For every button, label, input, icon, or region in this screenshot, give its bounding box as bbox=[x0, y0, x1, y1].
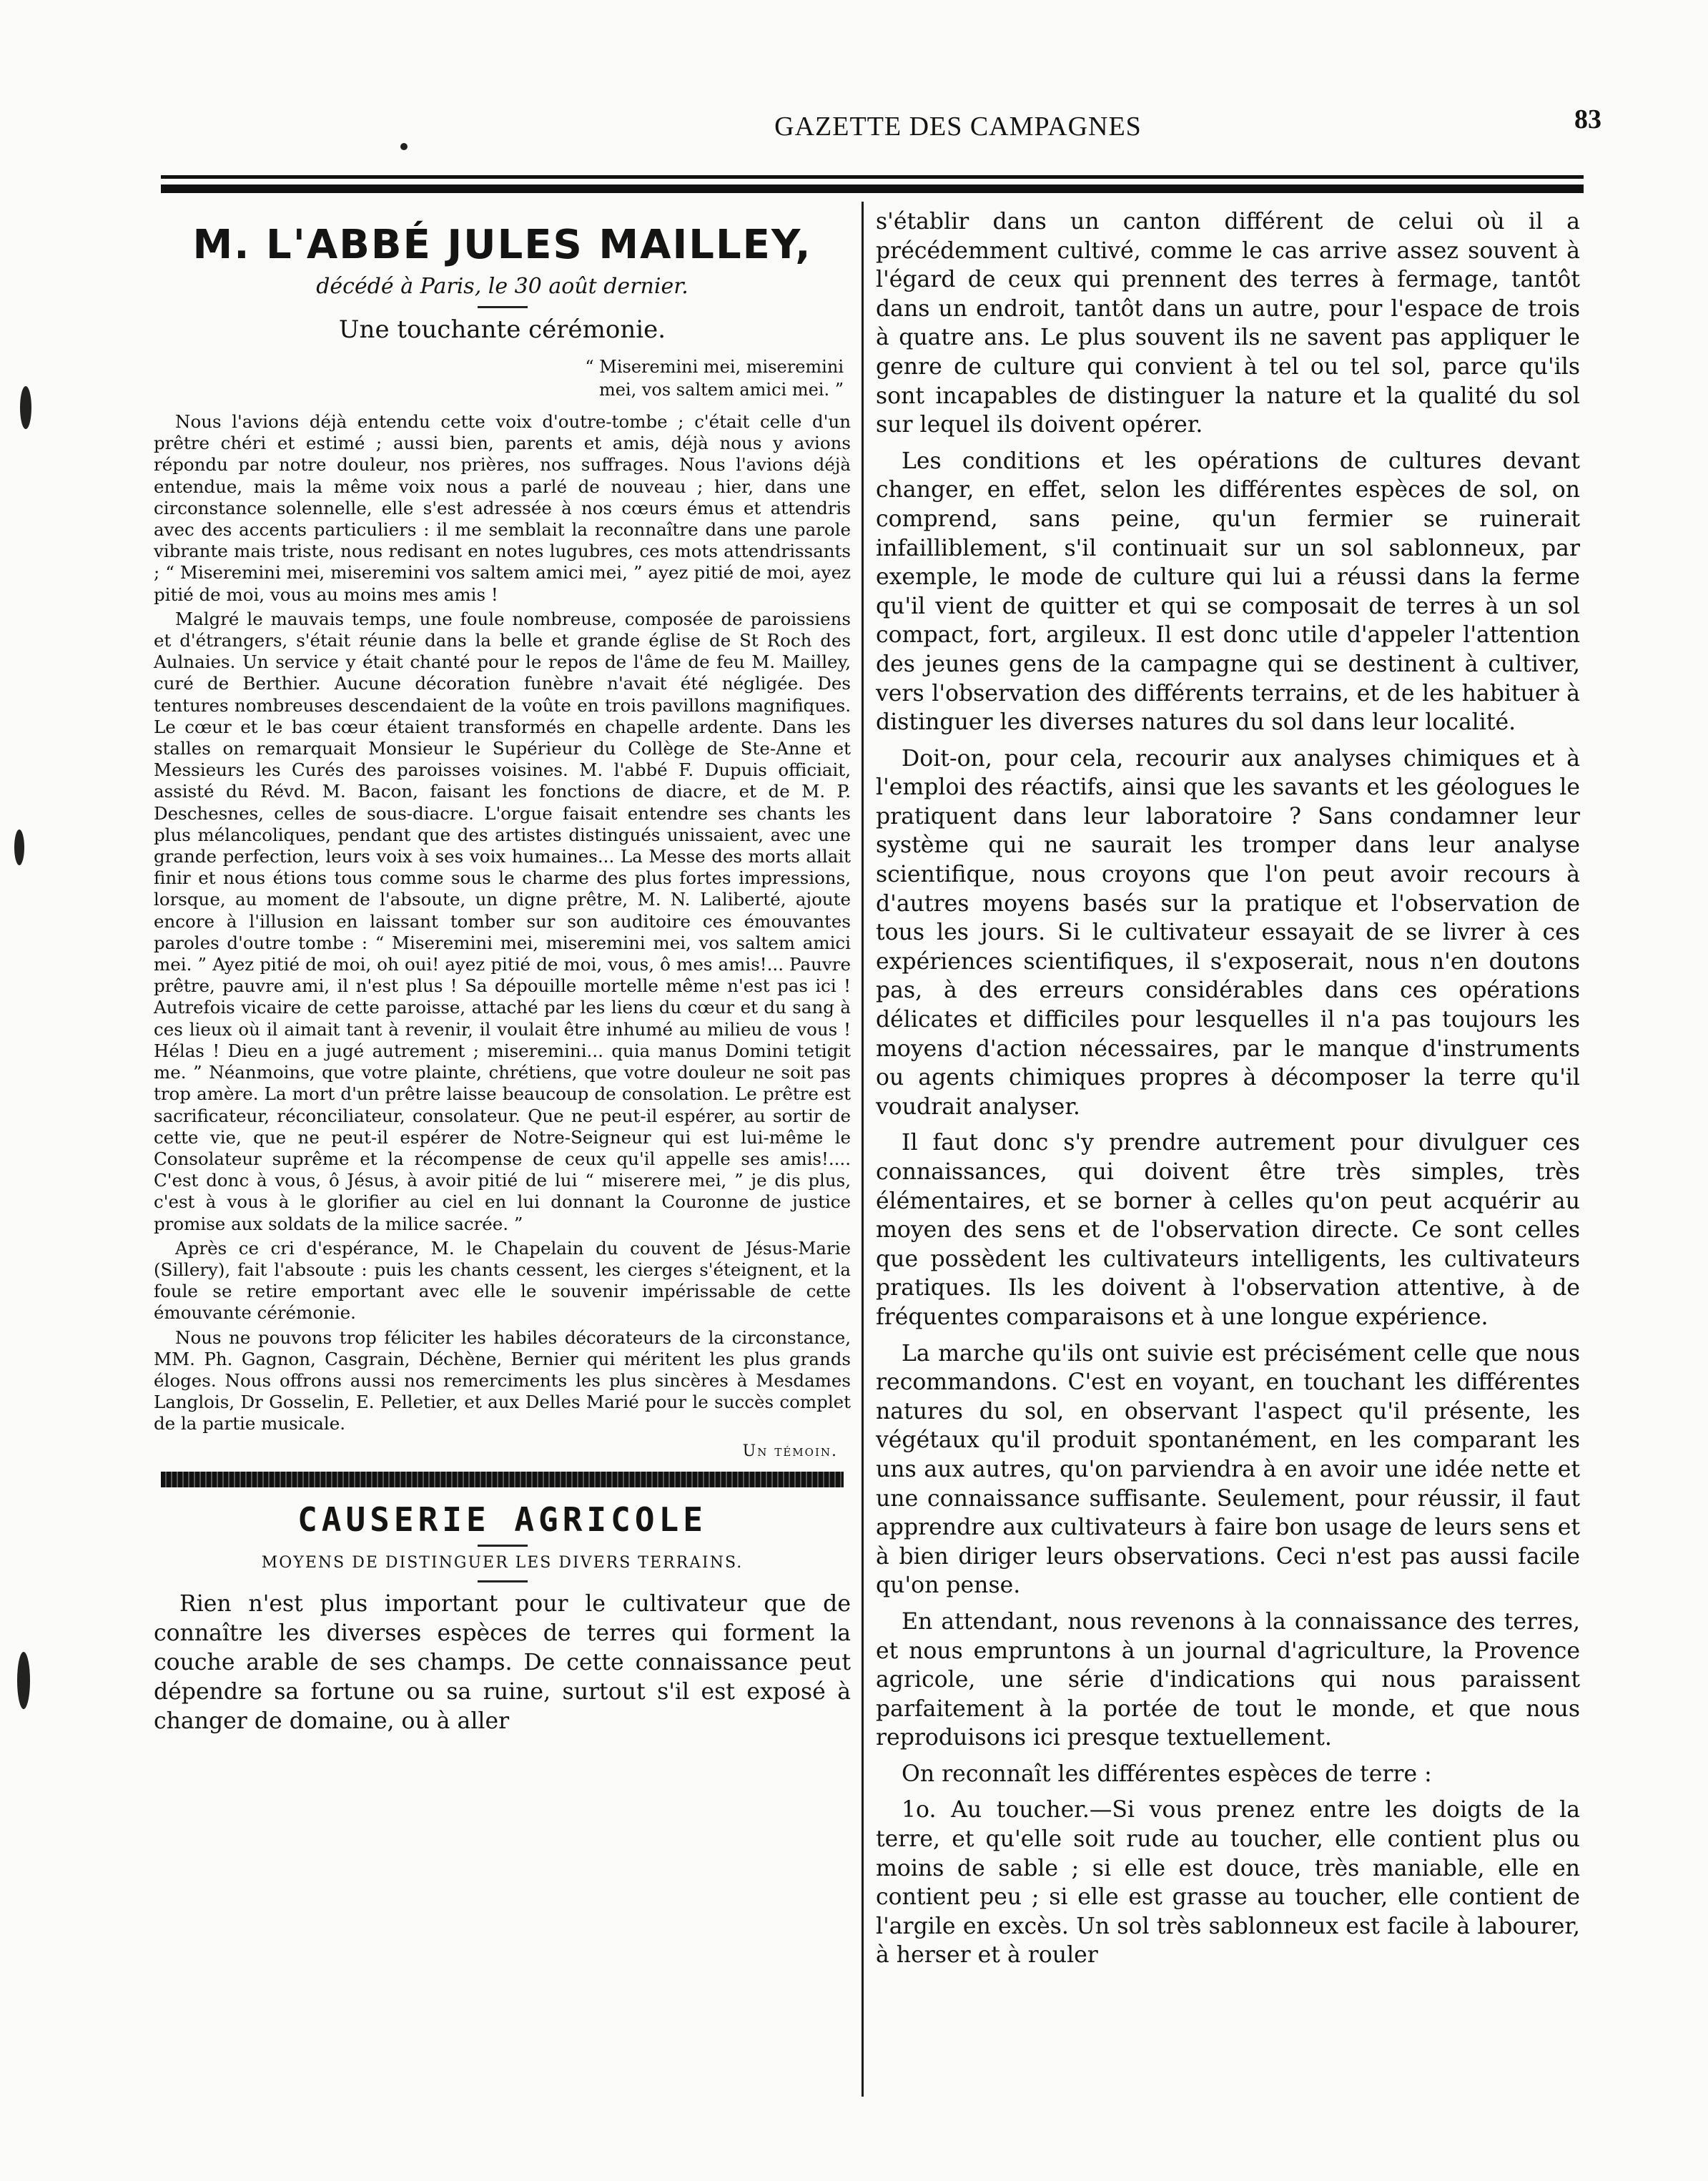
print-speck bbox=[400, 143, 408, 150]
obituary-paragraph: Nous l'avions déjà entendu cette voix d'outre-tombe ; c'était celle d'un prêtre chéri et estimé ; aussi bien, parents et amis, déjà nous y avions répondu par notre douleur, nos prières, nos suffrages. Nous l'avions déjà entendue, mais la même voix nous a parlé de nouveau ; hier, dans une circonstance solennelle, elle s'est adressée à nos cœurs émus et attendris avec des accents particuliers : il me semblait la reconnaître dans une parole vibrante mais triste, nous redisant en notes lugubres, ces mots attendrissants ; “ Miseremini mei, miseremini vos saltem amici mei, ” ayez pitié de moi, ayez pitié de moi, vous au moins mes amis ! bbox=[154, 411, 851, 605]
causerie-subtitle: MOYENS DE DISTINGUER LES DIVERS TERRAINS. bbox=[261, 1553, 744, 1572]
header-rule-thick bbox=[161, 184, 1584, 193]
running-title: GAZETTE DES CAMPAGNES bbox=[774, 112, 1142, 142]
article-paragraph: 1o. Au toucher.—Si vous prenez entre les doigts de la terre, et qu'elle soit rude au toucher, elle contient plus ou moins de sable ; si elle est douce, très maniable, elle en contient peu ; si elle est grasse au toucher, elle contient de l'argile en excès. Un sol très sablonneux est facile à labourer, à herser et à rouler bbox=[876, 1797, 1580, 1969]
section-ornament bbox=[161, 1472, 844, 1487]
obituary-paragraph: Après ce cri d'espérance, M. le Chapelain du couvent de Jésus-Marie (Sillery), fait l'absoute : puis les chants cessent, les cierges s'éteignent, et la foule se retire emportant avec elle le souvenir impérissable de cette émouvante cérémonie. bbox=[154, 1237, 851, 1324]
right-column bbox=[876, 207, 1580, 1970]
article-paragraph: La marche qu'ils ont suivie est précisément celle que nous recommandons. C'est en voyant, en touchant les différentes natures du sol, en observant l'aspect qu'il présente, les végétaux qu'il produit spontanément, en les comparant les uns aux autres, qu'on parviendra à en avoir une idée nette et une connaissance suffisante. Seulement, pour réussir, il faut apprendre aux cultivateurs à faire bon usage de leurs sens et à bien diriger leurs observations. Ceci n'est pas aussi facile qu'on pense. bbox=[876, 1340, 1580, 1599]
article-paragraph: s'établir dans un canton différent de celui où il a précédemment cultivé, comme le cas arrive assez souvent à l'égard de ceux qui prennent des terres à fermage, tantôt dans un endroit, tantôt dans un autre, pour l'espace de trois à quatre ans. Le plus souvent ils ne savent pas appliquer le genre de culture qui convient à tel ou tel sol, parce qu'ils sont incapables de distinguer la nature et la qualité du sol sur lequel ils doivent opérer. bbox=[876, 209, 1580, 438]
article-paragraph: En attendant, nous revenons à la connaissance des terres, et nous empruntons à un journal d'agriculture, la Provence agricole, une série d'indications qui nous paraissent parfaitement à la portée de tout le monde, et que nous reproduisons ici presque textuellement. bbox=[876, 1608, 1580, 1751]
article-paragraph: Rien n'est plus important pour le cultivateur que de connaître les diverses espèces de terres qui forment la couche arable de ses champs. De cette connaissance peut dépendre sa fortune ou sa ruine, surtout s'il est exposé à changer de domaine, ou à aller bbox=[154, 1590, 851, 1734]
short-rule bbox=[478, 306, 528, 308]
article-paragraph: On reconnaît les différentes espèces de terre : bbox=[902, 1761, 1432, 1787]
causerie-title: CAUSERIE AGRICOLE bbox=[297, 1500, 707, 1539]
article-paragraph: Doit-on, pour cela, recourir aux analyses chimiques et à l'emploi des réactifs, ainsi que les savants et les géologues le pratiquent dans leur laboratoire ? Sans condamner leur système qui ne saurait les tromper dans leur analyse scientifique, nous croyons que l'on peut avoir recours à d'autres moyens basés sur la pratique et l'observation de tous les jours. Si le cultivateur essayait de se livrer à ces expériences scientifiques, il s'exposerait, nous n'en doutons pas, à des erreurs considérables dans ces opérations délicates et difficiles pour lesquelles il n'a pas toujours les moyens d'action nécessaires, par le manque d'instruments ou agents chimiques propres à décomposer la terre qu'il voudrait analyser. bbox=[876, 745, 1580, 1120]
obituary-subtitle: décédé à Paris, le 30 août dernier. bbox=[316, 274, 688, 299]
page-number: 83 bbox=[1574, 104, 1601, 134]
print-speck bbox=[17, 1652, 30, 1709]
print-speck bbox=[14, 829, 24, 865]
running-head bbox=[164, 104, 1601, 154]
epigraph-line: “ Miseremini mei, miseremini bbox=[585, 357, 844, 377]
print-speck bbox=[20, 386, 31, 429]
column-divider bbox=[862, 202, 864, 2097]
epigraph bbox=[154, 355, 844, 401]
epigraph-line: mei, vos saltem amici mei. ” bbox=[598, 380, 844, 400]
obituary-paragraph: Nous ne pouvons trop féliciter les habiles décorateurs de la circonstance, MM. Ph. Gagnon, Casgrain, Déchène, Bernier qui méritent les plus grands éloges. Nous offrons aussi nos remerciments les plus sincères à Mesdames Langlois, Dr Gosselin, E. Pelletier, et aux Delles Marié pour le succès complet de la partie musicale. bbox=[154, 1326, 851, 1434]
obituary-title: M. L'ABBÉ JULES MAILLEY, bbox=[192, 222, 812, 268]
obituary-paragraph: Malgré le mauvais temps, une foule nombreuse, composée de paroissiens et d'étrangers, s'était réunie dans la belle et grande église de St Roch des Aulnaies. Un service y était chanté pour le repos de l'âme de feu M. Mailley, curé de Berthier. Aucune décoration funèbre n'avait été négligée. Des tentures nombreuses descendaient de la voûte en trois pavillons magnifiques. Le cœur et le bas cœur étaient transformés en chapelle ardente. Dans les stalles on remarquait Monsieur le Supérieur du Collège de Ste-Anne et Messieurs les Curés des paroisses voisines. M. l'abbé F. Dupuis officiait, assisté du Révd. M. Bacon, faisant les fonctions de diacre, et de M. P. Deschesnes, celles de sous-diacre. L'orgue faisait entendre ses chants les plus mélancoliques, pendant que des artistes distingués unissaient, avec une grande perfection, leurs voix à ses voix humaines... La Messe des morts allait finir et nous étions tous comme sous le charme des plus fortes impressions, lorsque, au moment de l'absoute, un digne prêtre, M. N. Laliberté, ajoute encore à l'illusion en laissant tomber sur son auditoire ces émouvantes paroles d'outre tombe : “ Miseremini mei, miseremini mei, vos saltem amici mei. ” Ayez pitié de moi, oh oui! ayez pitié de moi, vous, ô mes amis!... Pauvre prêtre, pauvre ami, il n'est plus ! Sa dépouille mortelle même n'est pas ici ! Autrefois vicaire de cette paroisse, attaché par les liens du cœur et du sang à ces lieux où il aimait tant à revenir, il voulait être inhumé au milieu de vous ! Hélas ! Dieu en a jugé autrement ; miseremini... quia manus Domini tetigit me. ” Néanmoins, que votre plainte, chrétiens, que votre douleur ne soit pas trop amère. La mort d'un prêtre laisse beaucoup de consolation. Le prêtre est sacrificateur, réconciliateur, consolateur. Que ne peut-il espérer, au sortir de cette vie, que ne peut-il espérer de Notre-Seigneur qui est lui-même le Consolateur suprême et la récompense de ceux qu'il appelle ses amis!.... C'est donc à vous, ô Jésus, à avoir pitié de lui “ miserere mei, ” je dis plus, c'est à vous à le glorifier au ciel en lui donnant la Couronne de justice promise aux soldats de la milice sacrée. ” bbox=[154, 608, 851, 1234]
left-column bbox=[154, 207, 851, 1736]
article-paragraph: Les conditions et les opérations de cultures devant changer, en effet, selon les différentes espèces de sol, on comprend, sans peine, qu'un fermier se ruinerait infailliblement, s'il continuait sur un sol sablonneux, par exemple, le mode de culture qui lui a réussi dans la ferme qu'il vient de quitter et qui se composait de terres à un sol compact, fort, argileux. Il est donc utile d'appeler l'attention des jeunes gens de la campagne qui se destinent à cultiver, vers l'observation des différents terrains, et de les habituer à distinguer les diverses natures du sol dans leur localité. bbox=[876, 448, 1580, 736]
obituary-heading: Une touchante cérémonie. bbox=[338, 315, 666, 344]
short-rule bbox=[478, 1545, 528, 1547]
header-rule-thin bbox=[161, 175, 1584, 179]
obituary-signature: Un témoin. bbox=[742, 1442, 838, 1460]
article-paragraph: Il faut donc s'y prendre autrement pour divulguer ces connaissances, qui doivent être très simples, très élémentaires, et se borner à celles qu'on peut acquérir au moyen des sens et de l'observation directe. Ce sont celles que possèdent les cultivateurs intelligents, les cultivateurs pratiques. Ils les doivent à l'observation attentive, à de fréquentes comparaisons et à une longue expérience. bbox=[876, 1130, 1580, 1330]
short-rule bbox=[478, 1580, 528, 1582]
